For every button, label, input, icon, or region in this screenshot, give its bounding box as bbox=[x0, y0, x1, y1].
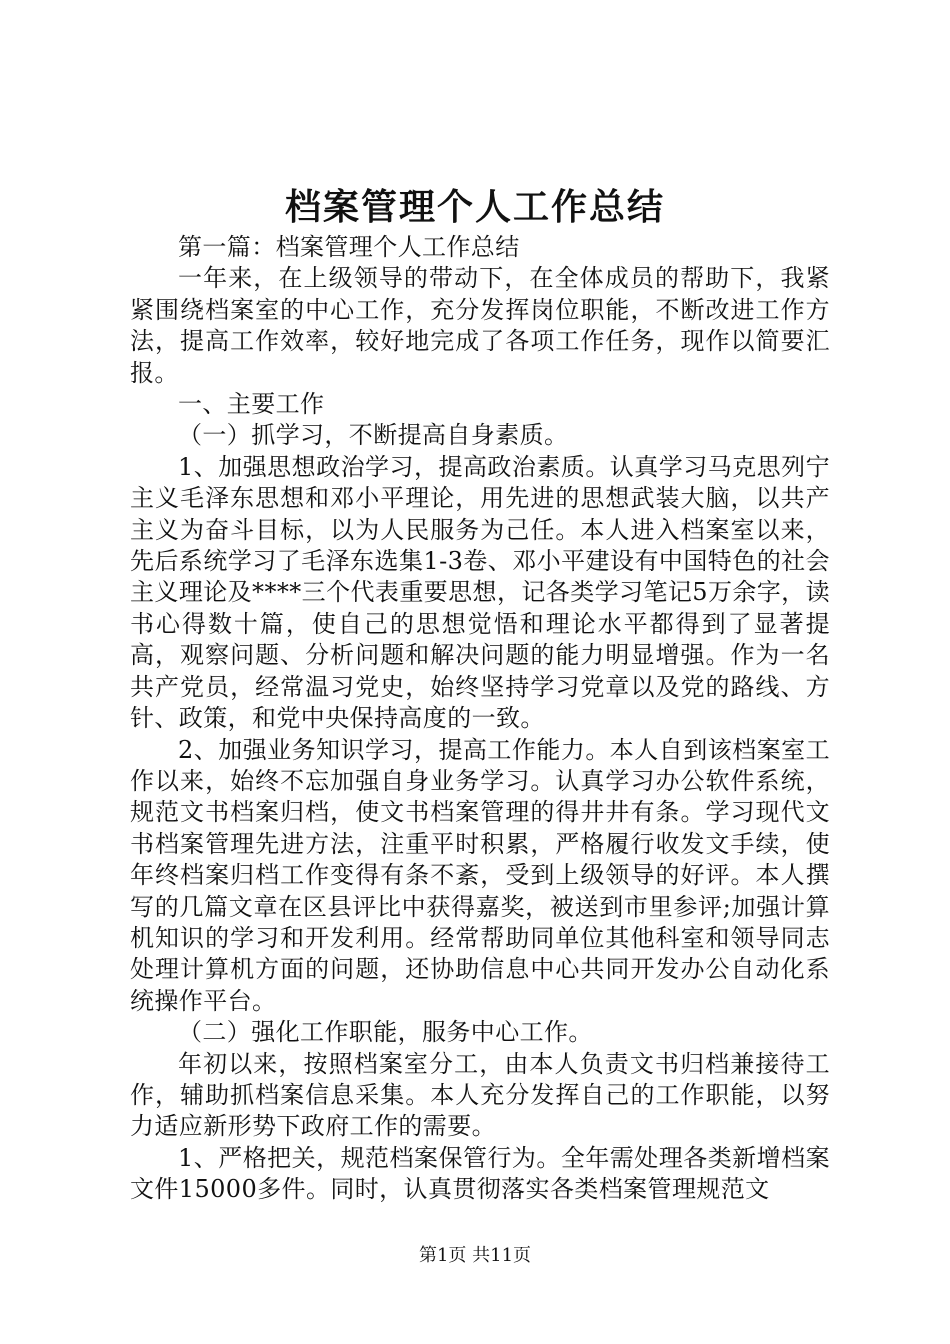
paragraph-political-study: 1、加强思想政治学习，提高政治素质。认真学习马克思列宁主义毛泽东思想和邓小平理论，用先进的思想武装大脑，以共产主义为奋斗目标，以为人民服务为己任。本人进入档案室以来，先后系统学习了毛泽东选集1-3卷、邓小平建设有中国特色的社会主义理论及****三个代表重要思想，记各类学习笔记5万余字，读书心得数十篇，使自己的思想觉悟和理论水平都得到了显著提高，观察问题、分析问题和解决问题的能力明显增强。作为一名共产党员，经常温习党史，始终坚持学习党章以及党的路线、方针、政策，和党中央保持高度的一致。 bbox=[130, 452, 830, 733]
section-title: 第一篇：档案管理个人工作总结 bbox=[178, 233, 520, 261]
subheading-study: （一）抓学习，不断提高自身素质。 bbox=[178, 421, 569, 450]
heading-main-work: 一、主要工作 bbox=[178, 390, 325, 419]
paragraph-work-assignment: 年初以来，按照档案室分工，由本人负责文书归档兼接待工作，辅助抓档案信息采集。本人充分发挥自己的工作职能，以努力适应新形势下政府工作的需要。 bbox=[130, 1049, 830, 1141]
intro-paragraph: 一年来，在上级领导的带动下，在全体成员的帮助下，我紧紧围绕档案室的中心工作，充分发挥岗位职能，不断改进工作方法，提高工作效率，较好地完成了各项工作任务，现作以简要汇报。 bbox=[130, 264, 830, 387]
document-title: 档案管理个人工作总结 bbox=[284, 186, 665, 228]
subheading-work-function: （二）强化工作职能，服务中心工作。 bbox=[178, 1018, 593, 1047]
document-body bbox=[130, 232, 830, 1206]
paragraph-business-study: 2、加强业务知识学习，提高工作能力。本人自到该档案室工作以来，始终不忘加强自身业务学习。认真学习办公软件系统，规范文书档案归档，使文书档案管理的得井井有条。学习现代文书档案管理先进方法，注重平时积累，严格履行收发文手续，使年终档案归档工作变得有条不紊，受到上级领导的好评。本人撰写的几篇文章在区县评比中获得嘉奖，被送到市里参评;加强计算机知识的学习和开发利用。经常帮助同单位其他科室和领导同志处理计算机方面的问题，还协助信息中心共同开发办公自动化系统操作平台。 bbox=[130, 735, 830, 1015]
page-number-footer: 第1页 共11页 bbox=[418, 1245, 532, 1266]
paragraph-archive-custody: 1、严格把关，规范档案保管行为。全年需处理各类新增档案文件15000多件。同时，认真贯彻落实各类档案管理规范文 bbox=[130, 1143, 830, 1204]
